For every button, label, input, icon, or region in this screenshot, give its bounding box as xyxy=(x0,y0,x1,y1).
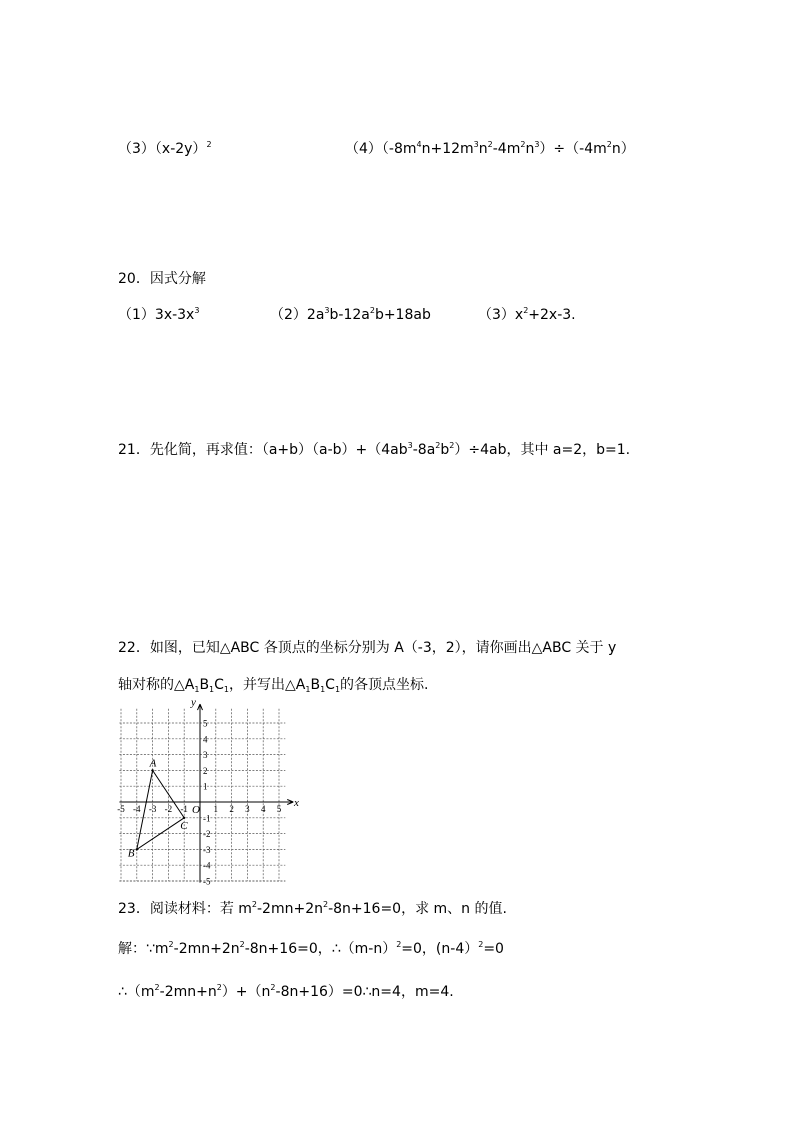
sup: 2 xyxy=(154,983,160,992)
seg: B xyxy=(310,677,321,693)
x-tick-label: 3 xyxy=(245,804,250,814)
sub: 1 xyxy=(305,685,311,694)
seg: b-12a xyxy=(329,307,370,323)
seg: -8n+16）=0∴n=4，m=4. xyxy=(275,984,454,1000)
vertex-label: A xyxy=(149,757,157,770)
seg: （4）（-8m xyxy=(345,141,417,157)
sup: 3 xyxy=(407,441,413,450)
q23-line2 xyxy=(118,940,504,958)
sup: 2 xyxy=(435,441,441,450)
y-tick-label: 1 xyxy=(203,781,208,792)
q22-line2 xyxy=(118,676,428,694)
seg: -2mn+n xyxy=(159,984,217,1000)
sub: 1 xyxy=(320,685,326,694)
q23-line3 xyxy=(118,983,454,1001)
vertex-label: B xyxy=(127,847,135,860)
q19-part4 xyxy=(345,140,635,158)
x-tick-label: -3 xyxy=(148,804,157,814)
sup: 2 xyxy=(487,140,493,149)
seg: 的各顶点坐标. xyxy=(340,677,429,693)
sup: 2 xyxy=(239,940,245,949)
sup: 2 xyxy=(478,940,484,949)
y-tick-label: 5 xyxy=(203,718,208,729)
seg: 21．先化简，再求值：（a+b）（a-b）+（4ab xyxy=(118,442,408,458)
q20-part1 xyxy=(118,306,199,324)
vertex-point xyxy=(151,769,153,771)
seg: 解：∵m xyxy=(118,941,169,957)
sup: 2 xyxy=(369,306,375,315)
seg: n） xyxy=(611,141,635,157)
sub: 1 xyxy=(223,685,230,694)
seg: ）+（n xyxy=(221,984,271,1000)
x-tick-label: 1 xyxy=(213,804,219,814)
seg: n xyxy=(478,141,488,157)
seg: ）÷4ab，其中 a=2，b=1. xyxy=(454,442,631,458)
sup: 2 xyxy=(396,940,402,949)
sup: 2 xyxy=(168,940,174,949)
triangle-edges xyxy=(137,770,184,849)
q19-part3 xyxy=(118,140,212,158)
q22-line1: 22．如图，已知△ABC 各顶点的坐标分别为 A（-3，2），请你画出△ABC 关于 y xyxy=(118,640,617,656)
sup: 2 xyxy=(449,441,455,450)
seg: +2x-3. xyxy=(528,307,576,323)
y-tick-label: -5 xyxy=(203,876,211,887)
seg: -4m xyxy=(492,141,521,157)
sup: 2 xyxy=(606,140,612,149)
seg: n xyxy=(525,141,535,157)
seg: ，并写出△A xyxy=(229,677,306,693)
x-tick-label: 4 xyxy=(260,804,266,814)
y-tick-label: 3 xyxy=(203,750,208,761)
origin-label: O xyxy=(192,804,200,816)
sup: 2 xyxy=(322,900,329,909)
vertex-point xyxy=(136,848,138,850)
sup: 4 xyxy=(416,140,422,149)
y-tick-label: -4 xyxy=(203,860,211,871)
q20-title: 20．因式分解 xyxy=(118,271,206,287)
y-tick-label: 2 xyxy=(203,765,208,776)
seg: 轴对称的△A xyxy=(118,677,195,693)
seg: -2mn+2n xyxy=(257,901,323,917)
x-tick-label: 5 xyxy=(276,804,282,814)
sup: 3 xyxy=(194,306,200,315)
sub: 1 xyxy=(334,685,341,694)
seg: （3）x xyxy=(478,307,524,323)
vertex-point xyxy=(183,817,185,819)
sup: 2 xyxy=(206,140,212,149)
sup: 3 xyxy=(324,306,330,315)
seg: C xyxy=(325,677,335,693)
sub: 1 xyxy=(209,685,215,694)
seg: 23．阅读材料：若 m xyxy=(118,901,252,917)
y-tick-label: -2 xyxy=(203,829,211,840)
seg: n+12m xyxy=(421,141,474,157)
seg: ）÷（-4m xyxy=(539,141,607,157)
q20-part2 xyxy=(270,306,431,324)
sup: 2 xyxy=(520,140,526,149)
seg: （1）3x-3x xyxy=(118,307,195,323)
x-tick-label: -5 xyxy=(117,804,125,814)
sup: 2 xyxy=(523,306,529,315)
q20-part3 xyxy=(478,306,576,324)
sup: 2 xyxy=(216,983,222,992)
q23-line1 xyxy=(118,900,507,918)
x-tick-label: 2 xyxy=(229,804,234,814)
q19-part3-text: （3）（x-2y） xyxy=(118,141,207,157)
y-tick-label: 4 xyxy=(203,734,208,745)
seg: （2）2a xyxy=(270,307,325,323)
seg: B xyxy=(199,677,210,693)
y-tick-label: -3 xyxy=(203,844,211,855)
x-tick-label: -2 xyxy=(164,804,173,814)
seg: -8n+16=0，∴（m-n） xyxy=(244,941,397,957)
seg: =0，(n-4） xyxy=(401,941,479,957)
seg: b xyxy=(440,442,450,458)
sup: 2 xyxy=(270,983,276,992)
seg: -8a xyxy=(412,442,436,458)
seg: C xyxy=(214,677,224,693)
sup: 3 xyxy=(473,140,479,149)
x-tick-label: -1 xyxy=(180,804,188,814)
coordinate-grid-figure xyxy=(116,696,306,887)
vertex-label: C xyxy=(180,819,188,832)
seg: -8n+16=0，求 m、n 的值. xyxy=(328,901,507,917)
sup: 3 xyxy=(534,140,540,149)
seg: =0 xyxy=(483,941,504,957)
y-tick-label: -1 xyxy=(203,813,211,824)
q21-text xyxy=(118,441,630,459)
x-tick-label: -4 xyxy=(133,804,141,814)
triangle-abc xyxy=(136,769,186,850)
seg: ∴（m xyxy=(118,984,155,1000)
y-axis-label: y xyxy=(191,696,196,709)
sub: 1 xyxy=(194,685,200,694)
seg: -2mn+2n xyxy=(173,941,240,957)
x-axis-label: x xyxy=(294,797,299,809)
seg: b+18ab xyxy=(374,307,431,323)
sup: 2 xyxy=(251,900,257,909)
